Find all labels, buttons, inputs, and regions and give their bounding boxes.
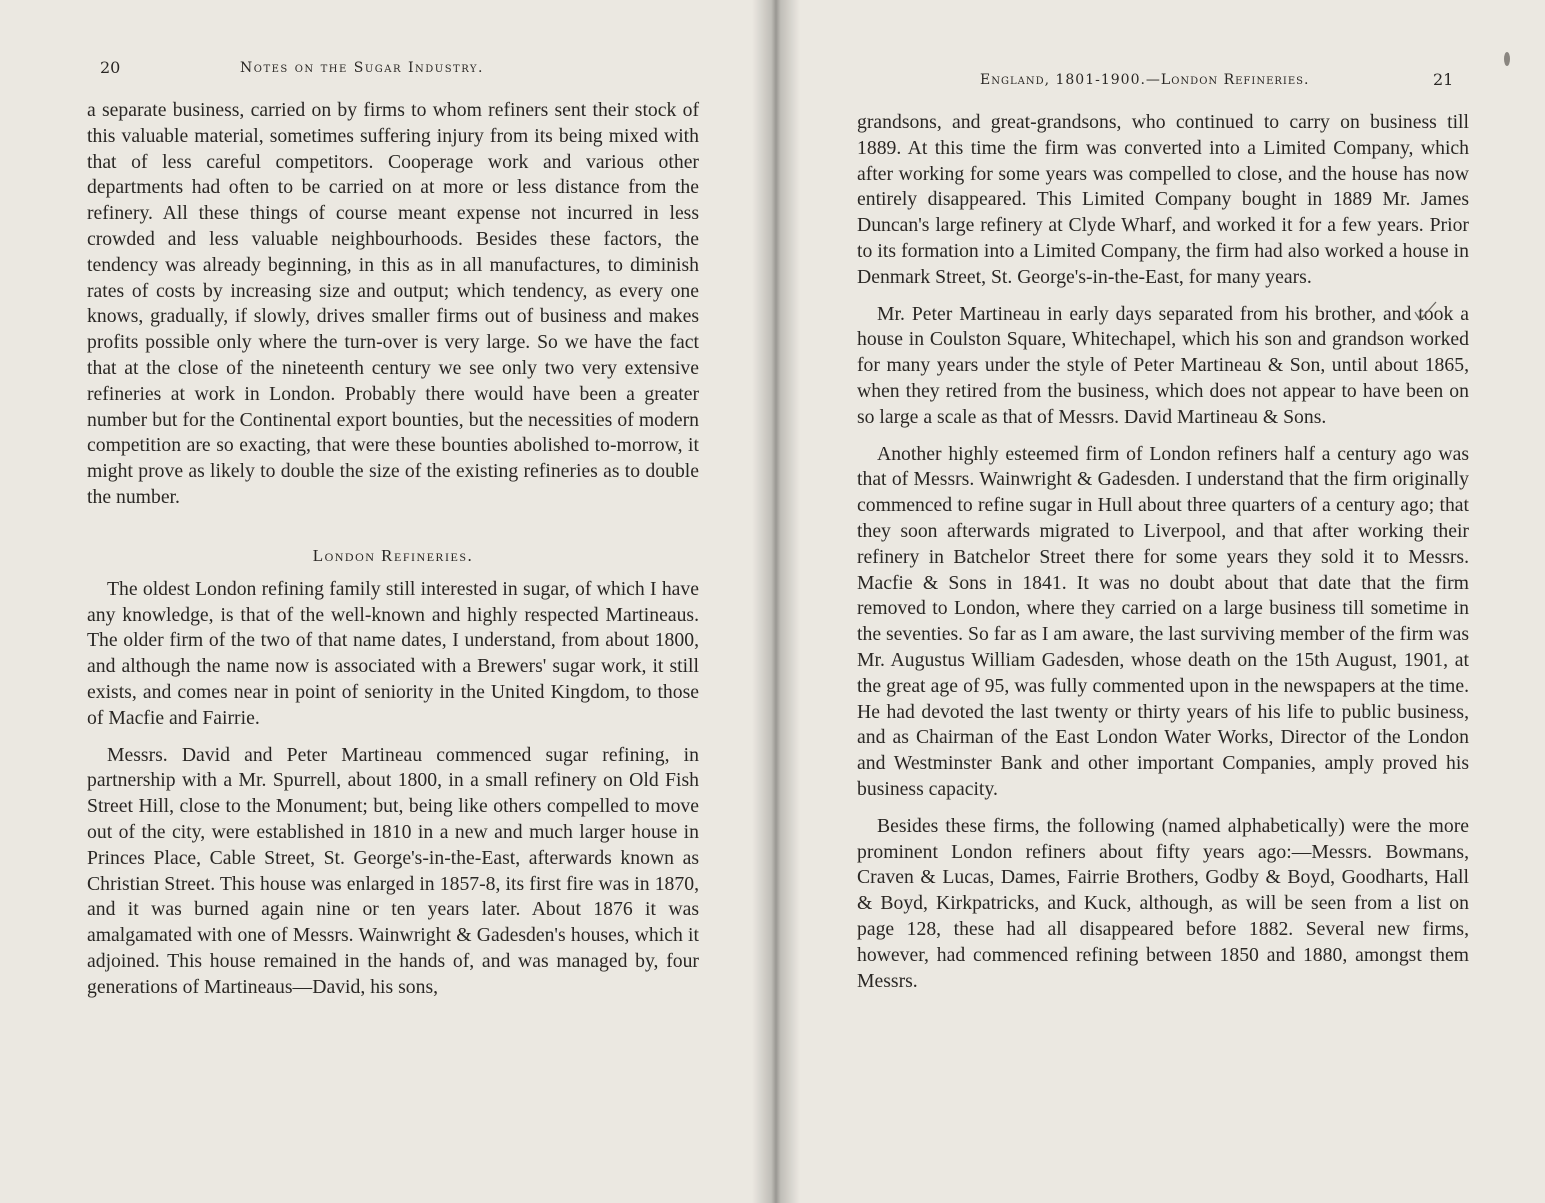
left-running-title: Notes on the Sugar Industry.: [240, 60, 484, 76]
right-paragraph: Another highly esteemed firm of London refiners half a century ago was that of Messrs. Wainwright & Gadesden. I understand that the firm originally commenced to refine sugar in Hull about three quarters of a century ago; that they soon afterwards migrated to Liverpool, and that after working their refinery in Batchelor Street there for some years they sold it to Messrs. Macfie & Sons in 1841. It was no doubt about that date that the firm removed to London, where they carried on a large business till sometime in the seventies. So far as I am aware, the last surviving member of the firm was Mr. Augustus William Gadesden, whose death on the 15th August, 1901, at the great age of 95, was fully commented upon in the newspapers at the time. He had devoted the last twenty or thirty years of his life to public business, and as Chairman of the East London Water Works, Director of the London and Westminster Bank and other important Companies, amply proved his business capacity.: [857, 442, 1469, 800]
left-paragraph-continued: a separate business, carried on by firms to whom refiners sent their stock of this valuable material, sometimes suffering injury from its being mixed with that of less careful competitors. Cooperage work and various other departments had often to be carried on at more or less distance from the refinery. All these things of course meant expense not incurred in less crowded and less valuable neighbourhoods. Besides these factors, the tendency was already beginning, in this as in all manufactures, to diminish rates of costs by increasing size and output; which tendency, as every one knows, gradually, if slowly, drives smaller firms out of business and makes profits possible only where the turn-over is very large. So we have the fact that at the close of the nineteenth century we see only two very extensive refineries at work in London. Probably there would have been a greater number but for the Continental export bounties, but the necessities of modern competition are so exacting, that were these bounties abolished to-morrow, it might prove as likely to double the size of the existing refineries as to double the number.: [87, 99, 699, 508]
section-heading: London Refineries.: [312, 545, 474, 565]
book-gutter: [752, 0, 800, 1203]
pencil-check-mark-icon: [1412, 298, 1438, 324]
right-page-number: 21: [1433, 70, 1454, 89]
right-running-title: England, 1801-1900.—London Refineries.: [980, 72, 1310, 88]
ink-spot-icon: [1502, 50, 1512, 68]
left-body-text: [87, 98, 699, 1001]
left-page-number: 20: [100, 58, 121, 77]
left-page: [0, 0, 772, 1203]
right-paragraph: Besides these firms, the following (named alphabetically) were the more prominent London refiners about fifty years ago:—Messrs. Bowmans, Craven & Lucas, Dames, Fairrie Brothers, Godby & Boyd, Goodharts, Hall & Boyd, Kirkpatricks, and Kuck, although, as will be seen from a list on page 128, these had all disappeared before 1882. Several new firms, however, had commenced refining between 1850 and 1880, amongst them Messrs.: [857, 814, 1469, 992]
left-paragraph: The oldest London refining family still interested in sugar, of which I have any knowledge, is that of the well-known and highly respected Martineaus. The older firm of the two of that name dates, I understand, from about 1800, and although the name now is associated with a Brewers' sugar work, it still exists, and comes near in point of seniority in the United Kingdom, to those of Macfie and Fairrie.: [87, 577, 699, 729]
left-paragraph: Messrs. David and Peter Martineau commenced sugar refining, in partnership with a Mr. Spurrell, about 1800, in a small refinery on Old Fish Street Hill, close to the Monument; but, being like others compelled to move out of the city, were established in 1810 in a new and much larger house in Princes Place, Cable Street, St. George's-in-the-East, afterwards known as Christian Street. This house was enlarged in 1857-8, its first fire was in 1870, and it was burned again nine or ten years later. About 1876 it was amalgamated with one of Messrs. Wainwright & Gadesden's houses, which it adjoined. This house remained in the hands of, and was managed by, four generations of Martineaus—David, his sons,: [87, 743, 699, 998]
right-body-text: [857, 110, 1469, 994]
right-paragraph-continued: grandsons, and great-grandsons, who continued to carry on business till 1889. At this time the firm was converted into a Limited Company, which after working for some years was compelled to close, and the house has now entirely disappeared. This Limited Company bought in 1889 Mr. James Duncan's large refinery at Clyde Wharf, and worked it for a few years. Prior to its formation into a Limited Company, the firm had also worked a house in Denmark Street, St. George's-in-the-East, for many years.: [857, 111, 1469, 288]
right-page: [772, 0, 1545, 1203]
right-paragraph: Mr. Peter Martineau in early days separated from his brother, and took a house in Coulston Square, Whitechapel, which his son and grandson worked for many years under the style of Peter Martineau & Son, until about 1865, when they retired from the business, which does not appear to have been on so large a scale as that of Messrs. David Martineau & Sons.: [857, 302, 1469, 428]
